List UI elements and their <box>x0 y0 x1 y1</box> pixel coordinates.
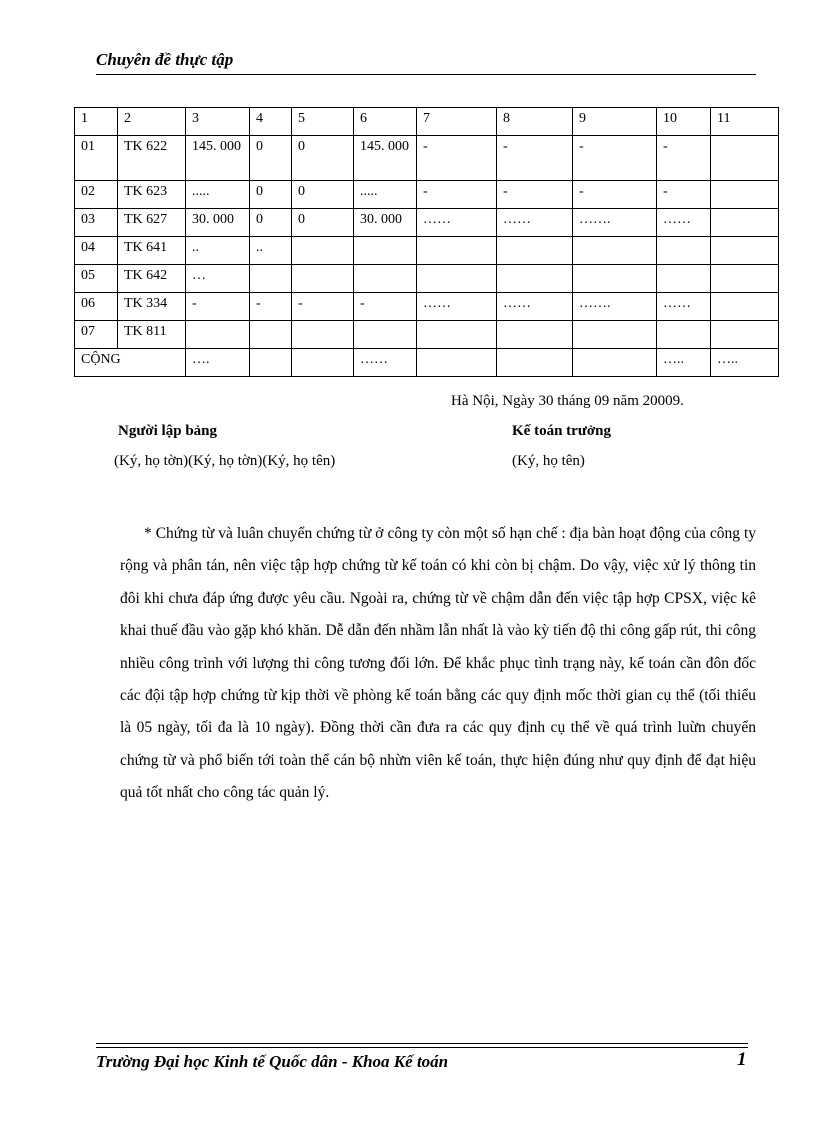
table-cell <box>497 237 573 265</box>
preparer-title: Người lập bảng <box>118 423 218 439</box>
total-cell <box>250 349 292 377</box>
table-cell <box>657 237 711 265</box>
column-header: 8 <box>497 108 573 136</box>
table-cell: ..... <box>186 181 250 209</box>
table-cell <box>657 321 711 349</box>
table-cell <box>573 237 657 265</box>
table-cell: - <box>186 293 250 321</box>
table-cell <box>573 265 657 293</box>
total-cell: …… <box>354 349 417 377</box>
table-cell: 0 <box>292 181 354 209</box>
table-row <box>75 265 779 293</box>
table-cell: TK 334 <box>118 293 186 321</box>
table-cell <box>497 321 573 349</box>
table-cell: - <box>657 181 711 209</box>
table-row <box>75 209 779 237</box>
table-row <box>75 293 779 321</box>
table-cell: 0 <box>292 209 354 237</box>
header-rule <box>96 74 756 75</box>
footer-text: Trường Đại học Kinh tế Quốc dân - Khoa Kế toán <box>96 1052 449 1071</box>
total-cell <box>292 349 354 377</box>
table-cell <box>711 321 779 349</box>
cost-table <box>74 107 779 377</box>
table-cell <box>711 237 779 265</box>
column-header: 9 <box>573 108 657 136</box>
table-cell <box>573 321 657 349</box>
table-cell: TK 642 <box>118 265 186 293</box>
table-cell <box>711 209 779 237</box>
chief-accountant-note: (Ký, họ tên) <box>512 453 585 469</box>
table-cell: …… <box>657 293 711 321</box>
table-cell <box>711 136 779 181</box>
table-cell <box>186 321 250 349</box>
total-cell: …. <box>186 349 250 377</box>
column-header: 6 <box>354 108 417 136</box>
preparer-note: (Ký, họ tờn)(Ký, họ tờn)(Ký, họ tên) <box>114 453 336 469</box>
table-cell <box>292 265 354 293</box>
table-cell: - <box>497 181 573 209</box>
table-row <box>75 321 779 349</box>
table-cell: 07 <box>75 321 118 349</box>
table-cell: - <box>417 136 497 181</box>
table-cell: …… <box>417 293 497 321</box>
table-cell: - <box>573 181 657 209</box>
table-cell: 30. 000 <box>186 209 250 237</box>
table-cell: 05 <box>75 265 118 293</box>
date-line: Hà Nội, Ngày 30 tháng 09 năm 20009. <box>451 393 684 409</box>
table-cell <box>417 265 497 293</box>
table-cell <box>292 237 354 265</box>
table-cell: - <box>497 136 573 181</box>
body-paragraph <box>120 518 756 810</box>
table-cell: 0 <box>292 136 354 181</box>
table-cell: - <box>250 293 292 321</box>
total-cell <box>497 349 573 377</box>
table-row <box>75 181 779 209</box>
table-cell: 03 <box>75 209 118 237</box>
table-cell: …… <box>417 209 497 237</box>
column-header: 2 <box>118 108 186 136</box>
table-cell: .. <box>250 237 292 265</box>
table-row <box>75 136 779 181</box>
table-cell: 06 <box>75 293 118 321</box>
table-cell: ……. <box>573 209 657 237</box>
column-header: 1 <box>75 108 118 136</box>
table-cell: … <box>186 265 250 293</box>
table-cell: .. <box>186 237 250 265</box>
table-body <box>75 108 779 377</box>
table-cell: 0 <box>250 136 292 181</box>
table-cell: 0 <box>250 209 292 237</box>
table-cell <box>657 265 711 293</box>
page-header-title: Chuyên đề thực tập <box>96 50 234 69</box>
table-cell: 145. 000 <box>186 136 250 181</box>
total-cell: ….. <box>711 349 779 377</box>
table-cell: TK 623 <box>118 181 186 209</box>
table-cell: TK 811 <box>118 321 186 349</box>
table-cell: …… <box>497 293 573 321</box>
column-header: 3 <box>186 108 250 136</box>
table-cell: …… <box>497 209 573 237</box>
footer-rule <box>96 1043 748 1048</box>
table-cell <box>417 321 497 349</box>
total-cell <box>573 349 657 377</box>
table-cell: 0 <box>250 181 292 209</box>
table-cell: - <box>354 293 417 321</box>
table-total-row <box>75 349 779 377</box>
table-cell <box>354 321 417 349</box>
total-label: CỘNG <box>75 349 186 377</box>
table-cell <box>250 265 292 293</box>
table-cell: …… <box>657 209 711 237</box>
table-cell: - <box>573 136 657 181</box>
table-cell: - <box>657 136 711 181</box>
table-cell: TK 641 <box>118 237 186 265</box>
chief-accountant-title: Kế toán trưởng <box>512 423 611 439</box>
table-cell: 30. 000 <box>354 209 417 237</box>
table-cell <box>711 181 779 209</box>
table-cell <box>292 321 354 349</box>
column-header: 5 <box>292 108 354 136</box>
table-cell: TK 622 <box>118 136 186 181</box>
table-cell <box>354 265 417 293</box>
table-cell <box>417 237 497 265</box>
table-cell: - <box>417 181 497 209</box>
table-cell: 04 <box>75 237 118 265</box>
total-cell <box>417 349 497 377</box>
page-number: 1 <box>737 1049 747 1070</box>
table-header-row <box>75 108 779 136</box>
table-cell: 01 <box>75 136 118 181</box>
column-header: 7 <box>417 108 497 136</box>
table-cell: - <box>292 293 354 321</box>
table-cell: ..... <box>354 181 417 209</box>
column-header: 4 <box>250 108 292 136</box>
table-row <box>75 237 779 265</box>
table-cell <box>497 265 573 293</box>
table-cell <box>711 293 779 321</box>
body-paragraph-text: * Chứng từ và luân chuyển chứng từ ở công ty còn một số hạn chế : địa bàn hoạt động của công ty rộng và phân tán, nên việc tập hợp chứng từ kế toán có khi còn bị chậm. Do vậy, việc xử lý thông tin đôi khi chưa đáp ứng được yêu cầu. Ngoài ra, chứng từ về chậm dẫn đến việc tập hợp CPSX, việc kê khai thuế đầu vào gặp khó khăn. Dễ dẫn đến nhầm lẫn nhất là vào kỳ tiến độ thi công gấp rút, thi công nhiều công trình với lượng thi công tương đối lớn. Để khắc phục tình trạng này, kế toán cần đôn đốc các đội tập hợp chứng từ kịp thời về phòng kế toán bằng các quy định mốc thời gian cụ thể (tối thiểu là 05 ngày, tối đa là 10 ngày). Đồng thời cần đưa ra các quy định cụ thể về quá trình luừn chuyển chứng từ và phổ biến tới toàn thể cán bộ nhừn viên kế toán, thực hiện đúng như quy định để đạt hiệu quả tốt nhất cho công tác quản lý. <box>120 525 756 802</box>
table-cell <box>711 265 779 293</box>
table-cell <box>250 321 292 349</box>
total-cell: ….. <box>657 349 711 377</box>
table-cell: 145. 000 <box>354 136 417 181</box>
table-cell: 02 <box>75 181 118 209</box>
column-header: 10 <box>657 108 711 136</box>
table-cell: TK 627 <box>118 209 186 237</box>
column-header: 11 <box>711 108 779 136</box>
table-cell: ……. <box>573 293 657 321</box>
table-cell <box>354 237 417 265</box>
